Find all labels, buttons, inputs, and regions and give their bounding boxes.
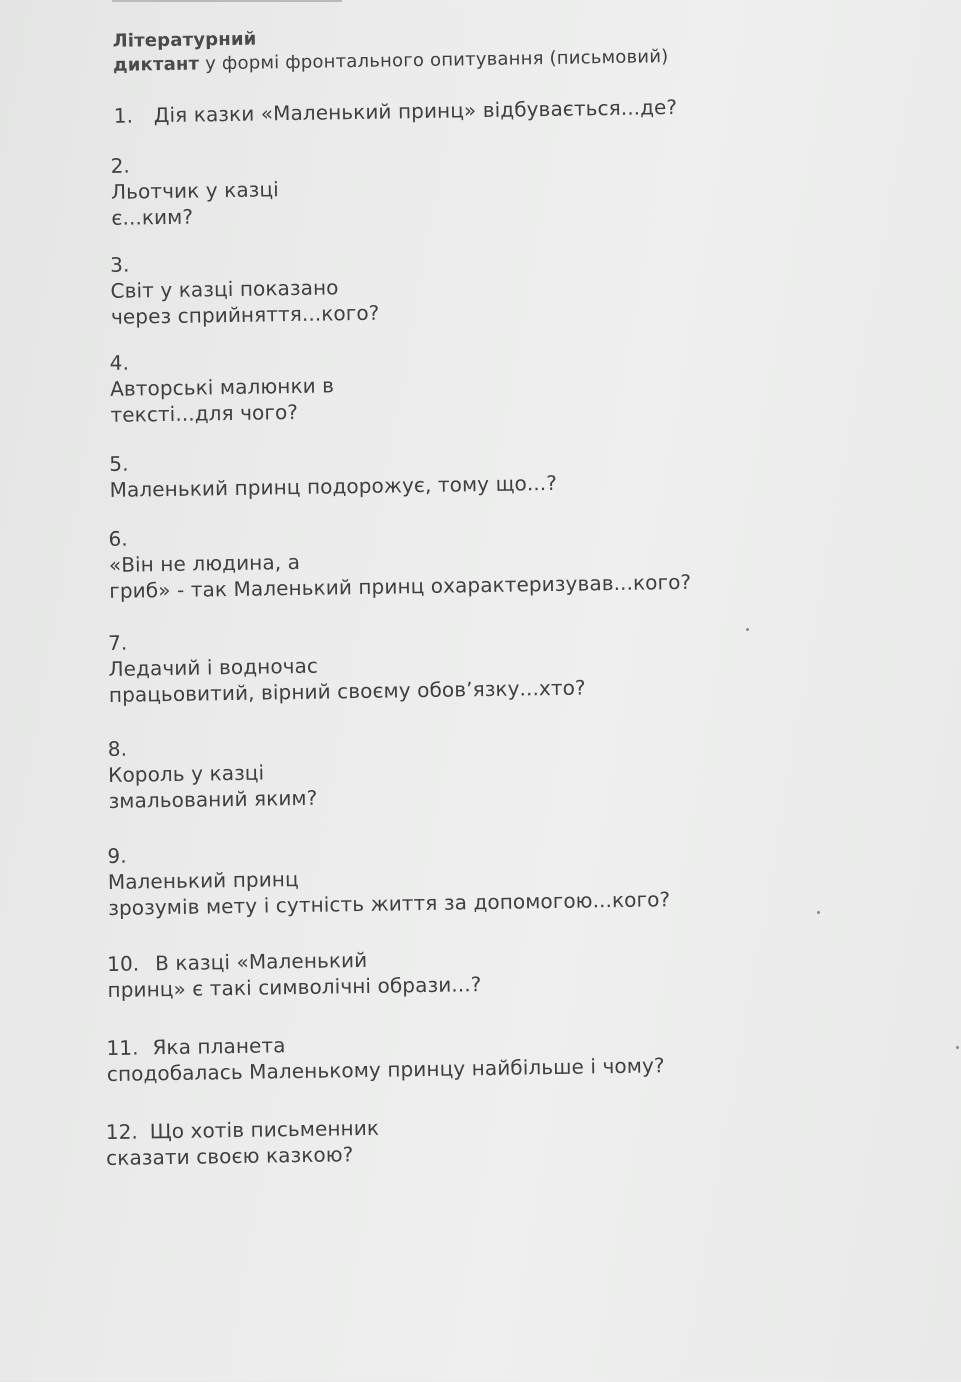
question-number: 2. [110,153,131,178]
question-1 [114,94,678,129]
title-bold-line-1: Літературний [112,28,257,52]
question-4 [109,346,334,428]
question-5 [109,444,557,503]
question-text-line: Яка планета [152,1033,286,1060]
question-text-line: Світ у казці показано [110,275,339,303]
question-text-line: Дія казки «Маленький принц» відбувається...де? [153,94,678,128]
question-text-line: є...ким? [111,204,194,230]
question-8 [108,733,318,814]
question-text-line: Король у казці [107,760,265,787]
question-number: 1. [113,103,134,128]
question-12 [106,1115,380,1171]
title-bold-line-2: диктант [112,53,200,76]
speck-mark [746,628,749,631]
question-9 [107,834,670,921]
question-text-line: Авторські малюнки в [109,373,335,401]
question-text-line: Маленький принц [107,866,299,894]
speck-mark [817,911,820,914]
question-text-line: Маленький принц подорожує, тому що...? [109,470,558,502]
question-text-line: Ледачий і водночас [108,653,319,681]
question-6 [108,517,691,604]
question-text-line: В казці «Маленький [154,947,368,976]
question-10 [107,945,482,1003]
question-text-line: принц» є такі символічні образи...? [107,972,482,1003]
title-rest: у формі фронтального опитування (письмовий) [199,46,669,75]
question-text-line: тексті...для чого? [110,399,299,427]
question-text-line: зрозумів мету і сутність життя за допомогою...кого? [108,887,671,920]
question-3 [110,248,380,330]
question-7 [108,622,586,707]
document-title [112,21,668,78]
question-number: 3. [109,252,130,277]
question-11 [106,1026,665,1087]
question-number: 7. [107,630,128,655]
question-text-line: «Він не людина, а [108,549,301,577]
question-number: 6. [108,526,128,551]
speck-mark [956,1046,959,1049]
question-number: 4. [109,350,130,375]
question-text-line: гриб» - так Маленький принц охарактеризував...кого? [109,569,692,603]
question-number: 10. [106,951,140,977]
question-text-line: змальований яким? [108,785,318,813]
question-number: 12. [105,1119,139,1145]
question-number: 9. [107,843,127,868]
question-text-line: працьовитий, вірний своєму обов’язку...хто? [108,675,586,707]
question-2 [110,150,279,231]
question-number: 8. [107,736,128,761]
question-number: 11. [106,1035,139,1061]
question-text-line: сказати своєю казкою? [106,1142,354,1171]
question-number: 5. [109,451,129,476]
question-text-line: сподобалась Маленькому принцу найбільше і чому? [106,1053,665,1087]
question-text-line: Льотчик у казці [110,177,279,204]
question-text-line: через сприйняття...кого? [110,300,380,329]
question-text-line: Що хотів письменник [149,1115,380,1144]
